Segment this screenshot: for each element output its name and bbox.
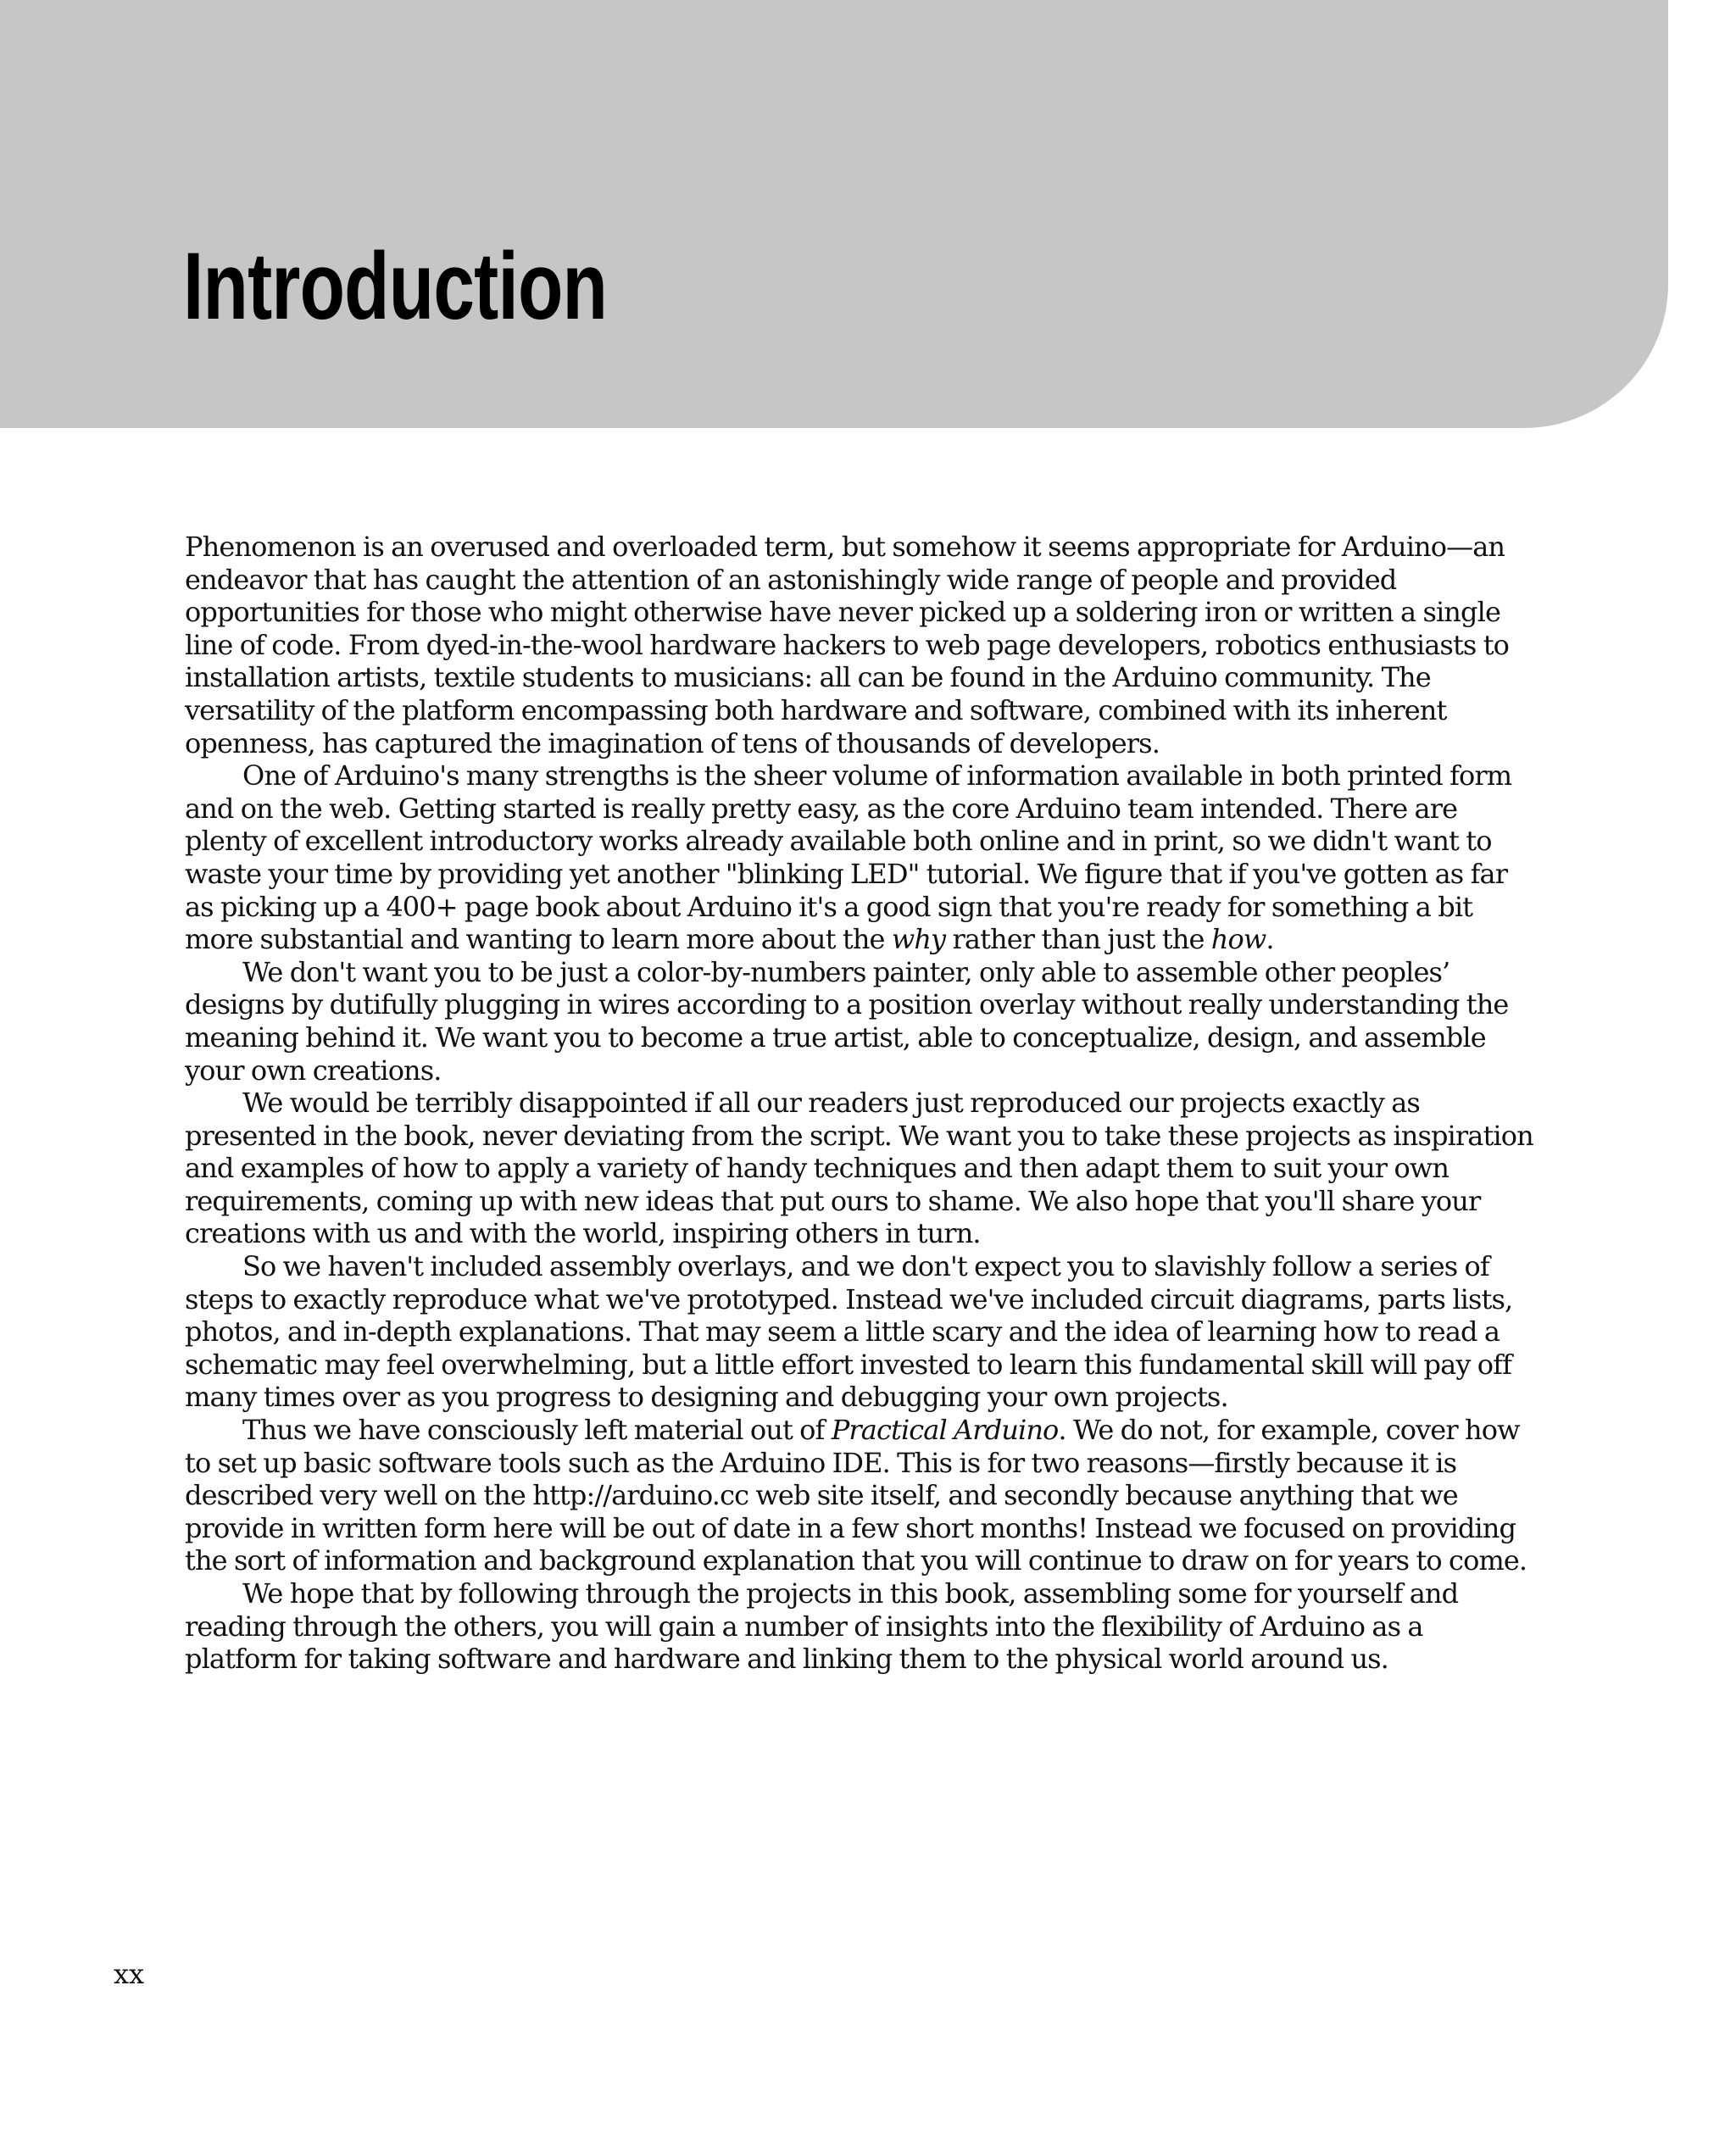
paragraph-1: Phenomenon is an overused and overloaded term, but somehow it seems appropriate for Arduino—an endeavor that has caught the attention of an astonishingly wide range of people and provided opportunities for those who might otherwise have never picked up a soldering iron or written a single line of code. From dyed-in-the-wool hardware hackers to web page developers, robotics enthusiasts to installation artists, textile students to musicians: all can be found in the Arduino community. The versatility of the platform encompassing both hardware and software, combined with its inherent openness, has captured the imagination of tens of thousands of developers. — [185, 531, 1510, 759]
paragraph-2-text-end: . — [1266, 923, 1274, 956]
paragraph-2-text-start: One of Arduino's many strengths is the sheer volume of information available in both printed form and on the web. Getting started is really pretty easy, as the core Arduino team intended. There are plenty of excellent introductory works already available both online and in print, so we didn't want to waste your time by providing yet another "blinking LED" tutorial. We figure that if you've gotten as far as picking up a 400+ page book about Arduino it's a good sign that you're ready for something a bit more substantial and wanting to learn more about the — [185, 759, 1512, 956]
emphasis-how: how — [1210, 923, 1266, 956]
emphasis-why: why — [891, 923, 946, 956]
paragraph-4: We would be terribly disappointed if all our readers just reproduced our projects exactly as presented in the book, never deviating from the script. We want you to take these projects as inspiration and examples of how to apply a variety of handy techniques and then adapt them to suit your own requirements, coming up with new ideas that put ours to shame. We also hope that you'll share your creations with us and with the world, inspiring others in turn. — [185, 1087, 1533, 1250]
paragraph-2 — [185, 759, 1541, 956]
page-number: xx — [114, 1958, 145, 1990]
paragraph-6-text-start: Thus we have consciously left material out of — [242, 1414, 832, 1447]
paragraph-3: We don't want you to be just a color-by-numbers painter, only able to assemble other peoples’ designs by dutifully plugging in wires according to a position overlay without really understanding the meaning behind it. We want you to become a true artist, able to conceptualize, design, and assemble your own creations. — [185, 955, 1509, 1087]
paragraph-6-text-end: . We do not, for example, cover how to set up basic software tools such as the Arduino IDE. This is for two reasons—firstly because it is described very well on the http://arduino.cc web site itself, and secondly because anything that we provide in written form here will be out of date in a few short months! Instead we focused on providing the sort of information and background explanation that you will continue to draw on for years to come. — [185, 1414, 1527, 1577]
paragraph-5: So we haven't included assembly overlays, and we don't expect you to slavishly follow a series of steps to exactly reproduce what we've prototyped. Instead we've included circuit diagrams, parts lists, photos, and in-depth explanations. That may seem a little scary and the idea of learning how to read a schematic may feel overwhelming, but a little effort invested to learn this fundamental skill will pay off many times over as you progress to designing and debugging your own projects. — [185, 1250, 1513, 1414]
paragraph-6 — [185, 1414, 1541, 1577]
chapter-title: Introduction — [183, 233, 608, 339]
body-text — [185, 531, 1541, 1676]
paragraph-2-text-middle: rather than just the — [945, 923, 1211, 956]
book-title: Practical Arduino — [831, 1414, 1059, 1447]
paragraph-7: We hope that by following through the projects in this book, assembling some for yourself and reading through the others, you will gain a number of insights into the flexibility of Arduino as a platform for taking software and hardware and linking them to the physical world around us. — [185, 1577, 1459, 1676]
chapter-header-band — [0, 0, 1668, 428]
